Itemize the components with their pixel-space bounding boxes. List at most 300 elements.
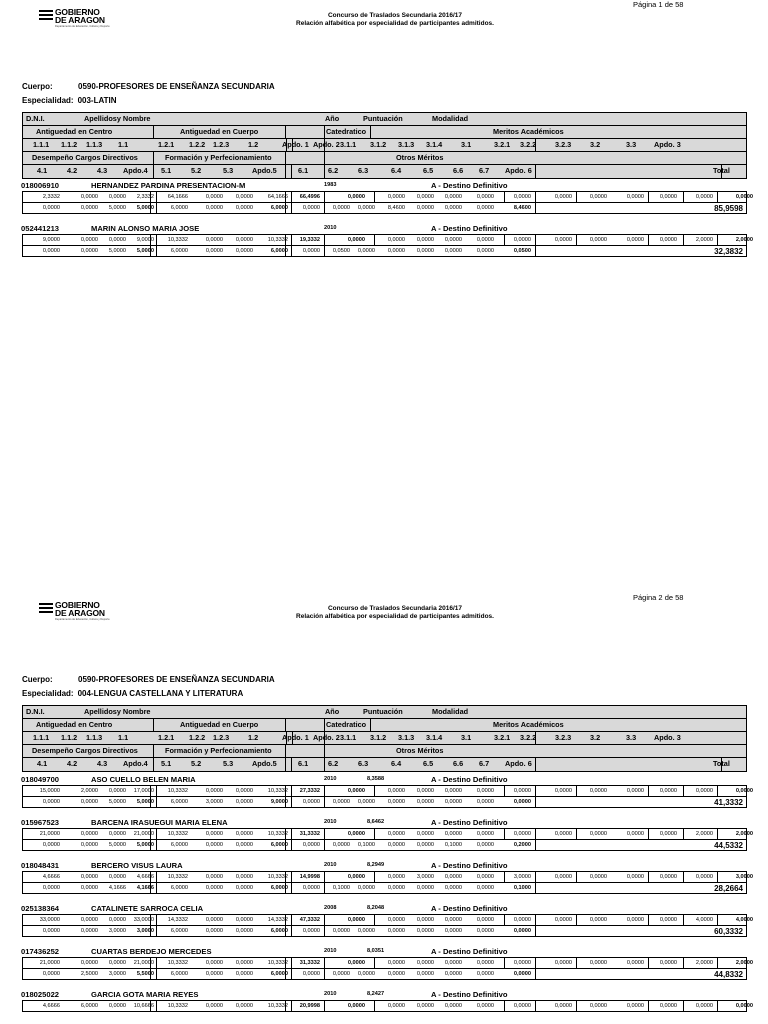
score-cell: 0,0000 [205, 842, 223, 848]
column-separator [535, 883, 536, 893]
participant-puntuacion: 8,2949 [367, 862, 385, 868]
document-title [230, 12, 560, 28]
score-cell: 0,0000 [347, 874, 365, 880]
column-separator [374, 829, 375, 839]
header-code-apdo--2: Apdo. 2 [313, 733, 340, 742]
column-separator [324, 829, 325, 839]
column-separator [153, 126, 154, 138]
score-cell: 0,0000 [444, 205, 462, 211]
header-code-3-2-1: 3.2.1 [494, 140, 511, 149]
score-cell: 10,3332 [167, 831, 188, 837]
score-cell: 0,0000 [659, 917, 677, 923]
header-code-3-2-1: 3.2.1 [494, 733, 511, 742]
score-cell: 0,0000 [444, 928, 462, 934]
header-code-6-5: 6.5 [423, 759, 434, 768]
column-separator [324, 958, 325, 968]
header-row-codes [23, 139, 746, 152]
header-formacion: Formación y Perfecionamiento [165, 746, 272, 755]
score-cell: 10,3332 [167, 874, 188, 880]
score-cell: 5,0000 [108, 248, 126, 254]
score-cell: 0,0000 [444, 971, 462, 977]
score-cell: 0,0000 [80, 928, 98, 934]
score-cell: 2,0000 [735, 960, 753, 966]
logo-text [55, 8, 105, 24]
score-cell: 0,0000 [476, 205, 494, 211]
participant-modalidad: A - Destino Definitivo [431, 181, 508, 190]
score-cell: 0,0000 [554, 831, 572, 837]
score-cell: 0,0000 [42, 885, 60, 891]
column-separator [648, 192, 649, 202]
logo-mark-icon [39, 10, 53, 22]
column-separator [150, 840, 151, 850]
score-cell: 0,0000 [332, 971, 350, 977]
total-score: 44,8332 [714, 970, 743, 979]
header-code-1-1-3: 1.1.3 [86, 140, 103, 149]
column-separator [285, 246, 286, 256]
header-code-4-3: 4.3 [97, 166, 108, 175]
header-row-identity [23, 706, 746, 719]
score-cell: 0,0000 [80, 917, 98, 923]
score-row-1 [22, 958, 753, 969]
column-separator [285, 1001, 286, 1011]
column-separator [374, 872, 375, 882]
score-cell: 0,0000 [659, 1003, 677, 1009]
participant-entry [21, 224, 753, 257]
column-separator [576, 786, 577, 796]
participant-entry [21, 775, 753, 808]
participant-year: 2008 [324, 905, 337, 911]
column-separator [156, 840, 157, 850]
score-cell: 0,0000 [347, 831, 365, 837]
score-cell: 0,0000 [589, 874, 607, 880]
column-separator [291, 1001, 292, 1011]
score-cell: 0,0000 [42, 928, 60, 934]
column-separator [291, 958, 292, 968]
score-cell: 0,0000 [626, 1003, 644, 1009]
column-separator [576, 192, 577, 202]
score-cell: 2,3332 [42, 194, 60, 200]
header-code-3-2: 3.2 [590, 140, 601, 149]
header-code-1-1: 1.1 [118, 140, 129, 149]
column-separator [285, 786, 286, 796]
score-cell: 0,0000 [357, 799, 375, 805]
score-cell: 0,0000 [108, 831, 126, 837]
score-cell: 0,0000 [80, 799, 98, 805]
header-modalidad: Modalidad [432, 707, 469, 716]
logo-text-line2: DE ARAGON [55, 15, 105, 25]
column-separator [150, 246, 151, 256]
score-cell: 0,0000 [416, 971, 434, 977]
score-cell: 4,0000 [695, 917, 713, 923]
column-separator [683, 872, 684, 882]
header-code-4-1: 4.1 [37, 166, 48, 175]
especialidad-line [22, 96, 117, 105]
participant-name-row [22, 947, 747, 958]
column-separator [324, 797, 325, 807]
score-cell: 0,0000 [735, 194, 753, 200]
score-cell: 0,0000 [205, 788, 223, 794]
header-code-3-1: 3.1 [461, 733, 472, 742]
column-separator [153, 152, 154, 164]
score-cell: 10,3332 [167, 960, 188, 966]
header-code-4-1: 4.1 [37, 759, 48, 768]
column-separator [285, 203, 286, 213]
score-cell: 5,0000 [136, 205, 154, 211]
column-separator [721, 758, 722, 771]
column-separator [324, 192, 325, 202]
column-separator [324, 246, 325, 256]
header-code-5-3: 5.3 [223, 166, 234, 175]
score-cell: 0,0000 [444, 194, 462, 200]
cuerpo-line [22, 82, 275, 91]
score-cell: 0,0000 [42, 799, 60, 805]
column-separator [683, 786, 684, 796]
participant-name-row [22, 818, 747, 829]
column-separator [291, 246, 292, 256]
score-cell: 2,0000 [695, 831, 713, 837]
column-separator [535, 165, 536, 178]
header-code-5-1: 5.1 [161, 166, 172, 175]
column-separator [576, 829, 577, 839]
header-code-4-2: 4.2 [67, 166, 78, 175]
column-separator [504, 1001, 505, 1011]
header-code-3-1-3: 3.1.3 [398, 140, 415, 149]
header-code-1-2: 1.2 [248, 140, 259, 149]
score-cell: 0,0000 [108, 788, 126, 794]
participant-dni: 018048431 [21, 861, 60, 870]
column-separator [324, 926, 325, 936]
header-code-6-6: 6.6 [453, 166, 464, 175]
especialidad-label: Especialidad: [22, 689, 74, 698]
column-separator [535, 969, 536, 979]
column-separator [291, 797, 292, 807]
column-separator [291, 840, 292, 850]
column-separator [648, 786, 649, 796]
column-separator [535, 203, 536, 213]
score-cell: 4,6666 [42, 1003, 60, 1009]
column-separator [150, 969, 151, 979]
header-otros-meritos: Otros Méritos [396, 153, 444, 162]
column-separator [156, 235, 157, 245]
logo-subtitle: Departamento de Educación, Cultura y Deporte [55, 618, 110, 621]
score-cell: 0,0000 [444, 248, 462, 254]
column-separator [717, 192, 718, 202]
column-separator [504, 872, 505, 882]
header-dni: D.N.I. [26, 114, 45, 123]
score-cell: 2,3332 [136, 194, 154, 200]
total-score: 28,2664 [714, 884, 743, 893]
score-cell: 0,0000 [205, 248, 223, 254]
header-code-3-3: 3.3 [626, 140, 637, 149]
header-code-3-1-4: 3.1.4 [426, 733, 443, 742]
score-cell: 0,0000 [235, 205, 253, 211]
header-code-1-1-1: 1.1.1 [33, 733, 50, 742]
column-separator [150, 786, 151, 796]
column-separator [324, 786, 325, 796]
participant-name-row [22, 181, 747, 192]
header-code-3-1: 3.1 [461, 140, 472, 149]
score-cell: 0,0000 [416, 831, 434, 837]
score-cell: 64,1666 [167, 194, 188, 200]
header-code-6-4: 6.4 [391, 166, 402, 175]
participant-modalidad: A - Destino Definitivo [431, 947, 508, 956]
score-cell: 0,0000 [357, 248, 375, 254]
column-separator [285, 126, 286, 138]
score-cell: 10,3332 [267, 831, 288, 837]
header-row-subgroups [23, 152, 746, 165]
score-cell: 0,0000 [387, 194, 405, 200]
score-cell: 2,0000 [695, 960, 713, 966]
header-formacion: Formación y Perfecionamiento [165, 153, 272, 162]
score-cell: 0,0000 [80, 885, 98, 891]
score-cell: 66,4996 [299, 194, 320, 200]
score-cell: 15,0000 [39, 788, 60, 794]
column-header-table [22, 705, 747, 772]
score-cell: 0,0000 [302, 205, 320, 211]
score-cell: 10,3332 [267, 1003, 288, 1009]
column-separator [324, 126, 325, 138]
score-cell: 10,3332 [267, 237, 288, 243]
score-cell: 0,0000 [387, 831, 405, 837]
score-cell: 0,0000 [476, 237, 494, 243]
column-separator [285, 745, 286, 757]
header-code-1-1-2: 1.1.2 [61, 140, 78, 149]
score-cell: 0,1000 [357, 842, 375, 848]
score-cell: 0,0000 [416, 928, 434, 934]
score-cell: 0,0000 [513, 917, 531, 923]
score-cell: 20,9998 [299, 1003, 320, 1009]
column-separator [291, 829, 292, 839]
score-cell: 21,0000 [39, 831, 60, 837]
column-separator [535, 786, 536, 796]
score-cell: 0,0000 [513, 194, 531, 200]
participant-name: MARIN ALONSO MARIA JOSE [91, 224, 200, 233]
header-code-3-2-3: 3.2.3 [555, 733, 572, 742]
score-cell: 0,0000 [387, 799, 405, 805]
score-cell: 0,0000 [302, 799, 320, 805]
header-code-apdo--6: Apdo. 6 [505, 759, 532, 768]
header-code-6-7: 6.7 [479, 166, 490, 175]
header-code-6-2: 6.2 [328, 759, 339, 768]
header-code-apdo-5: Apdo.5 [252, 759, 277, 768]
column-separator [286, 732, 287, 744]
score-cell: 31,3332 [299, 831, 320, 837]
score-cell: 0,0000 [659, 788, 677, 794]
header-meritos-academicos: Meritos Académicos [493, 720, 564, 729]
score-cell: 0,0000 [554, 788, 572, 794]
score-cell: 0,0000 [235, 971, 253, 977]
column-separator [535, 797, 536, 807]
score-row-2 [22, 926, 747, 937]
score-cell: 0,0000 [80, 194, 98, 200]
score-cell: 0,0000 [108, 960, 126, 966]
logo-text-line1: GOBIERNO [55, 7, 100, 17]
column-separator [576, 1001, 577, 1011]
score-cell: 0,0000 [80, 831, 98, 837]
column-separator [156, 926, 157, 936]
header-code-3-2-2: 3.2.2 [520, 733, 537, 742]
score-row-1 [22, 829, 753, 840]
column-separator [535, 1001, 536, 1011]
header-code-5-3: 5.3 [223, 759, 234, 768]
score-cell: 4,1666 [108, 885, 126, 891]
score-cell: 0,0000 [42, 248, 60, 254]
header-code-3-3: 3.3 [626, 733, 637, 742]
score-cell: 0,0000 [735, 1003, 753, 1009]
column-separator [648, 958, 649, 968]
header-dni: D.N.I. [26, 707, 45, 716]
score-cell: 0,0000 [695, 1003, 713, 1009]
score-row-1 [22, 872, 753, 883]
column-separator [504, 786, 505, 796]
participant-name-row [22, 224, 747, 235]
column-separator [648, 872, 649, 882]
header-code-3-2-3: 3.2.3 [555, 140, 572, 149]
score-cell: 17,0000 [133, 788, 154, 794]
header-code-1-2-1: 1.2.1 [158, 140, 175, 149]
score-cell: 10,6666 [133, 1003, 154, 1009]
column-separator [291, 165, 292, 178]
score-cell: 0,0000 [80, 248, 98, 254]
score-cell: 10,3332 [167, 237, 188, 243]
score-cell: 0,0000 [302, 928, 320, 934]
score-cell: 6,0000 [270, 205, 288, 211]
column-separator [285, 152, 286, 164]
score-cell: 10,3332 [167, 1003, 188, 1009]
score-cell: 0,0000 [235, 928, 253, 934]
score-cell: 0,0000 [332, 799, 350, 805]
column-separator [156, 883, 157, 893]
score-cell: 0,0000 [476, 788, 494, 794]
score-cell: 3,0000 [205, 799, 223, 805]
score-cell: 0,0000 [357, 205, 375, 211]
column-separator [535, 926, 536, 936]
score-cell: 0,0000 [205, 831, 223, 837]
column-separator [292, 732, 293, 744]
score-row-1 [22, 192, 753, 203]
column-separator [324, 165, 325, 178]
header-code-6-1: 6.1 [298, 166, 309, 175]
score-cell: 14,3332 [167, 917, 188, 923]
especialidad-label: Especialidad: [22, 96, 74, 105]
header-code-3-2-2: 3.2.2 [520, 140, 537, 149]
column-separator [150, 203, 151, 213]
score-cell: 6,0000 [270, 885, 288, 891]
score-row-2 [22, 246, 747, 257]
participant-name: HERNANDEZ PARDINA PRESENTACION-M [91, 181, 246, 190]
participant-entry [21, 990, 753, 1012]
score-cell: 0,0000 [513, 960, 531, 966]
participant-entry [21, 818, 753, 851]
column-separator [156, 192, 157, 202]
score-cell: 0,0000 [695, 194, 713, 200]
score-cell: 5,0000 [108, 205, 126, 211]
participant-puntuacion: 8,2048 [367, 905, 385, 911]
score-cell: 0,0000 [554, 237, 572, 243]
score-cell: 0,0000 [347, 237, 365, 243]
score-row-1 [22, 1001, 753, 1012]
score-cell: 0,0000 [476, 842, 494, 848]
score-cell: 0,0000 [332, 205, 350, 211]
header-row-codes-2 [23, 165, 746, 178]
header-code-total: Total [713, 759, 730, 768]
column-separator [324, 883, 325, 893]
score-row-2 [22, 797, 747, 808]
header-code-apdo--1: Apdo. 1 [282, 140, 309, 149]
header-row-codes-2 [23, 758, 746, 771]
score-cell: 2,0000 [735, 237, 753, 243]
header-code-1-2-3: 1.2.3 [213, 140, 230, 149]
score-cell: 5,0000 [108, 842, 126, 848]
score-cell: 0,0000 [513, 1003, 531, 1009]
score-cell: 0,0000 [205, 237, 223, 243]
column-separator [324, 872, 325, 882]
header-code-1-1-3: 1.1.3 [86, 733, 103, 742]
column-separator [370, 719, 371, 731]
score-cell: 0,0000 [235, 917, 253, 923]
document-title-line2: Relación alfabética por especialidad de participantes admitidos. [296, 613, 494, 620]
score-cell: 64,1666 [267, 194, 288, 200]
column-separator [150, 883, 151, 893]
score-row-1 [22, 915, 753, 926]
score-cell: 5,5000 [136, 971, 154, 977]
score-cell: 5,0000 [136, 842, 154, 848]
header-antiguedad-centro: Antiguedad en Centro [36, 720, 113, 729]
column-separator [285, 758, 286, 771]
document-title [230, 605, 560, 621]
score-cell: 0,0000 [513, 971, 531, 977]
header-code-1-1: 1.1 [118, 733, 129, 742]
column-separator [285, 926, 286, 936]
participant-name: GARCIA GOTA MARIA REYES [91, 990, 199, 999]
score-cell: 0,0000 [476, 1003, 494, 1009]
header-code-6-4: 6.4 [391, 759, 402, 768]
header-code-apdo-5: Apdo.5 [252, 166, 277, 175]
score-cell: 6,0000 [170, 842, 188, 848]
score-cell: 2,0000 [80, 788, 98, 794]
header-code-1-2-2: 1.2.2 [189, 140, 206, 149]
header-catedratico: Catedratico [326, 127, 367, 136]
score-cell: 0,0000 [235, 842, 253, 848]
score-cell: 0,0000 [589, 237, 607, 243]
score-cell: 0,0000 [416, 237, 434, 243]
score-cell: 0,0000 [416, 194, 434, 200]
score-cell: 0,0000 [513, 928, 531, 934]
score-cell: 0,0000 [205, 917, 223, 923]
score-cell: 2,0000 [735, 831, 753, 837]
column-separator [535, 139, 536, 151]
header-code-apdo--6: Apdo. 6 [505, 166, 532, 175]
participant-entry [21, 861, 753, 894]
participant-year: 2010 [324, 776, 337, 782]
participant-name-row [22, 990, 747, 1001]
score-cell: 3,0000 [735, 874, 753, 880]
document-title-line2: Relación alfabética por especialidad de participantes admitidos. [296, 20, 494, 27]
score-cell: 0,0000 [589, 194, 607, 200]
participant-name: CUARTAS BERDEJO MERCEDES [91, 947, 212, 956]
header-anio: Año [325, 114, 340, 123]
column-separator [324, 915, 325, 925]
score-cell: 0,0000 [347, 1003, 365, 1009]
score-cell: 0,0000 [476, 248, 494, 254]
score-cell: 0,2000 [513, 842, 531, 848]
column-separator [153, 745, 154, 757]
participant-year: 2010 [324, 225, 337, 231]
score-row-2 [22, 840, 747, 851]
column-separator [324, 732, 325, 744]
column-separator [285, 797, 286, 807]
score-cell: 0,0000 [205, 1003, 223, 1009]
